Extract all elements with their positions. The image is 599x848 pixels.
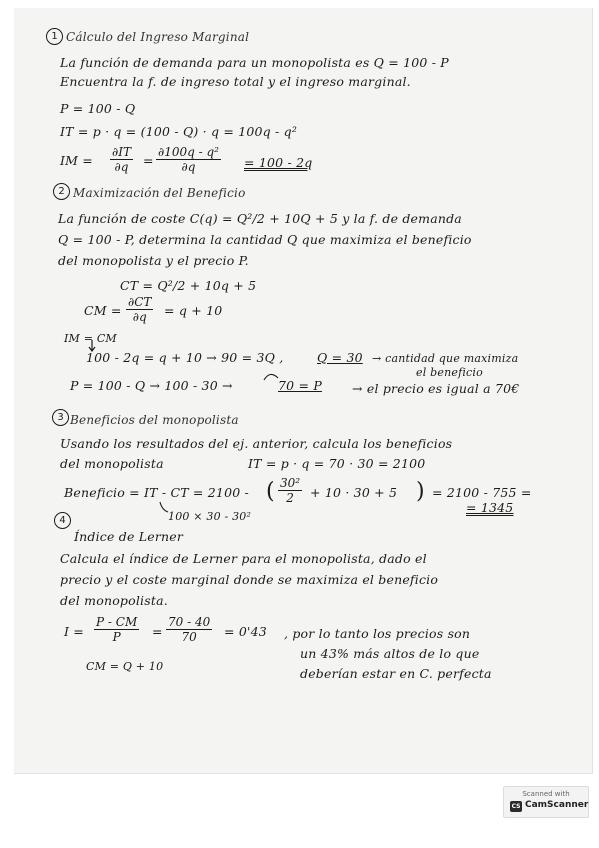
section-3-cost-terms: + 10 · 30 + 5 xyxy=(310,485,398,500)
section-4-conclusion-line-2: un 43% más altos de lo que xyxy=(300,646,480,661)
section-3-total-revenue: IT = p · q = 70 · 30 = 2100 xyxy=(248,456,426,471)
section-2-prompt-line-3: del monopolista y el precio P. xyxy=(58,253,249,268)
section-4-equals: = xyxy=(152,624,163,639)
section-1-number: 1 xyxy=(46,28,63,45)
fraction-numerator: ∂IT xyxy=(112,145,131,159)
fraction-numerator: ∂CT xyxy=(128,295,152,309)
section-2-price-note: → el precio es igual a 70€ xyxy=(352,381,520,396)
camscanner-watermark xyxy=(503,786,589,818)
camscanner-logo-icon: CS xyxy=(511,803,521,810)
section-3-paren-close: ) xyxy=(416,479,425,504)
fraction-denominator: 70 xyxy=(181,630,197,644)
section-3-substitution-note: 100 × 30 - 30² xyxy=(168,510,252,523)
section-3-title: Beneficios del monopolista xyxy=(70,413,239,427)
section-4-prompt-line-3: del monopolista. xyxy=(60,593,168,608)
price-value: 70 = P xyxy=(278,378,322,393)
section-1-prompt-line-1: La función de demanda para un monopolista es Q = 100 - P xyxy=(60,55,449,70)
curved-arrow-mark xyxy=(264,374,278,380)
section-2-cm-label: CM = xyxy=(84,303,122,318)
fraction-denominator: ∂q xyxy=(181,160,196,174)
section-4-index-result: = 0'43 xyxy=(224,624,267,639)
section-2-total-cost: CT = Q²/2 + 10q + 5 xyxy=(120,278,257,293)
camscanner-name: CamScanner xyxy=(525,800,589,810)
section-3-prompt-line-2: del monopolista xyxy=(60,456,164,471)
section-3-profit-subtraction: = 2100 - 755 = xyxy=(432,485,532,500)
fraction-numerator: 70 - 40 xyxy=(168,615,211,629)
section-2-prompt-line-1: La función de coste C(q) = Q²/2 + 10Q + 5 y la f. de demanda xyxy=(58,211,462,226)
section-1-title: Cálculo del Ingreso Marginal xyxy=(66,30,250,44)
section-4-prompt-line-1: Calcula el índice de Lerner para el monopolista, dado el xyxy=(60,551,427,566)
fraction-denominator: P xyxy=(112,630,121,644)
scanned-with-label: Scanned with xyxy=(522,790,570,798)
section-4-title: Índice de Lerner xyxy=(74,529,184,544)
fraction-denominator: 2 xyxy=(286,491,294,505)
fraction-numerator: 30² xyxy=(280,476,301,490)
section-2-quantity-note: → cantidad que maximiza xyxy=(372,352,519,365)
section-2-marginal-cost: = q + 10 xyxy=(164,303,223,318)
section-4-prompt-line-2: precio y el coste marginal donde se maximiza el beneficio xyxy=(60,572,439,587)
quantity-value: Q = 30 xyxy=(317,350,363,365)
fraction-numerator: P - CM xyxy=(96,615,138,629)
fraction-denominator: ∂q xyxy=(114,160,129,174)
section-2-condition: IM = CM xyxy=(64,332,117,345)
section-3-prompt-line-1: Usando los resultados del ej. anterior, calcula los beneficios xyxy=(60,436,453,451)
section-4-conclusion-line-1: , por lo tanto los precios son xyxy=(284,626,471,641)
section-1-prompt-line-2: Encuentra la f. de ingreso total y el ingreso marginal. xyxy=(60,74,411,89)
section-2-price-equation: P = 100 - Q → 100 - 30 → xyxy=(70,378,233,393)
section-4-index-label: I = xyxy=(64,624,84,639)
section-3-profit-label: Beneficio = IT - CT = 2100 - xyxy=(64,485,249,500)
section-1-im-label: IM = xyxy=(60,153,93,168)
substitution-bracket-mark xyxy=(160,502,168,512)
section-2-prompt-line-2: Q = 100 - P, determina la cantidad Q que maximiza el beneficio xyxy=(58,232,472,247)
section-4-marginal-cost-note: CM = Q + 10 xyxy=(86,660,164,673)
section-3-paren-open: ( xyxy=(266,479,275,504)
section-4-conclusion-line-3: deberían estar en C. perfecta xyxy=(300,666,492,681)
marginal-revenue-value: = 100 - 2q xyxy=(244,155,313,170)
section-1-equals: = xyxy=(143,153,154,168)
section-2-title: Maximización del Beneficio xyxy=(73,186,246,200)
section-2-quantity-note-2: el beneficio xyxy=(416,366,483,379)
section-3-number: 3 xyxy=(52,409,69,426)
fraction-denominator: ∂q xyxy=(132,310,147,324)
section-2-equation-solve: 100 - 2q = q + 10 → 90 = 3Q , xyxy=(86,350,284,365)
profit-value: = 1345 xyxy=(466,500,514,515)
section-4-number: 4 xyxy=(54,512,71,529)
fraction-numerator: ∂100q - q² xyxy=(158,145,219,159)
section-2-number: 2 xyxy=(53,183,70,200)
section-1-equation-price: P = 100 - Q xyxy=(60,101,136,116)
section-1-equation-total-revenue: IT = p · q = (100 - Q) · q = 100q - q² xyxy=(60,124,298,139)
